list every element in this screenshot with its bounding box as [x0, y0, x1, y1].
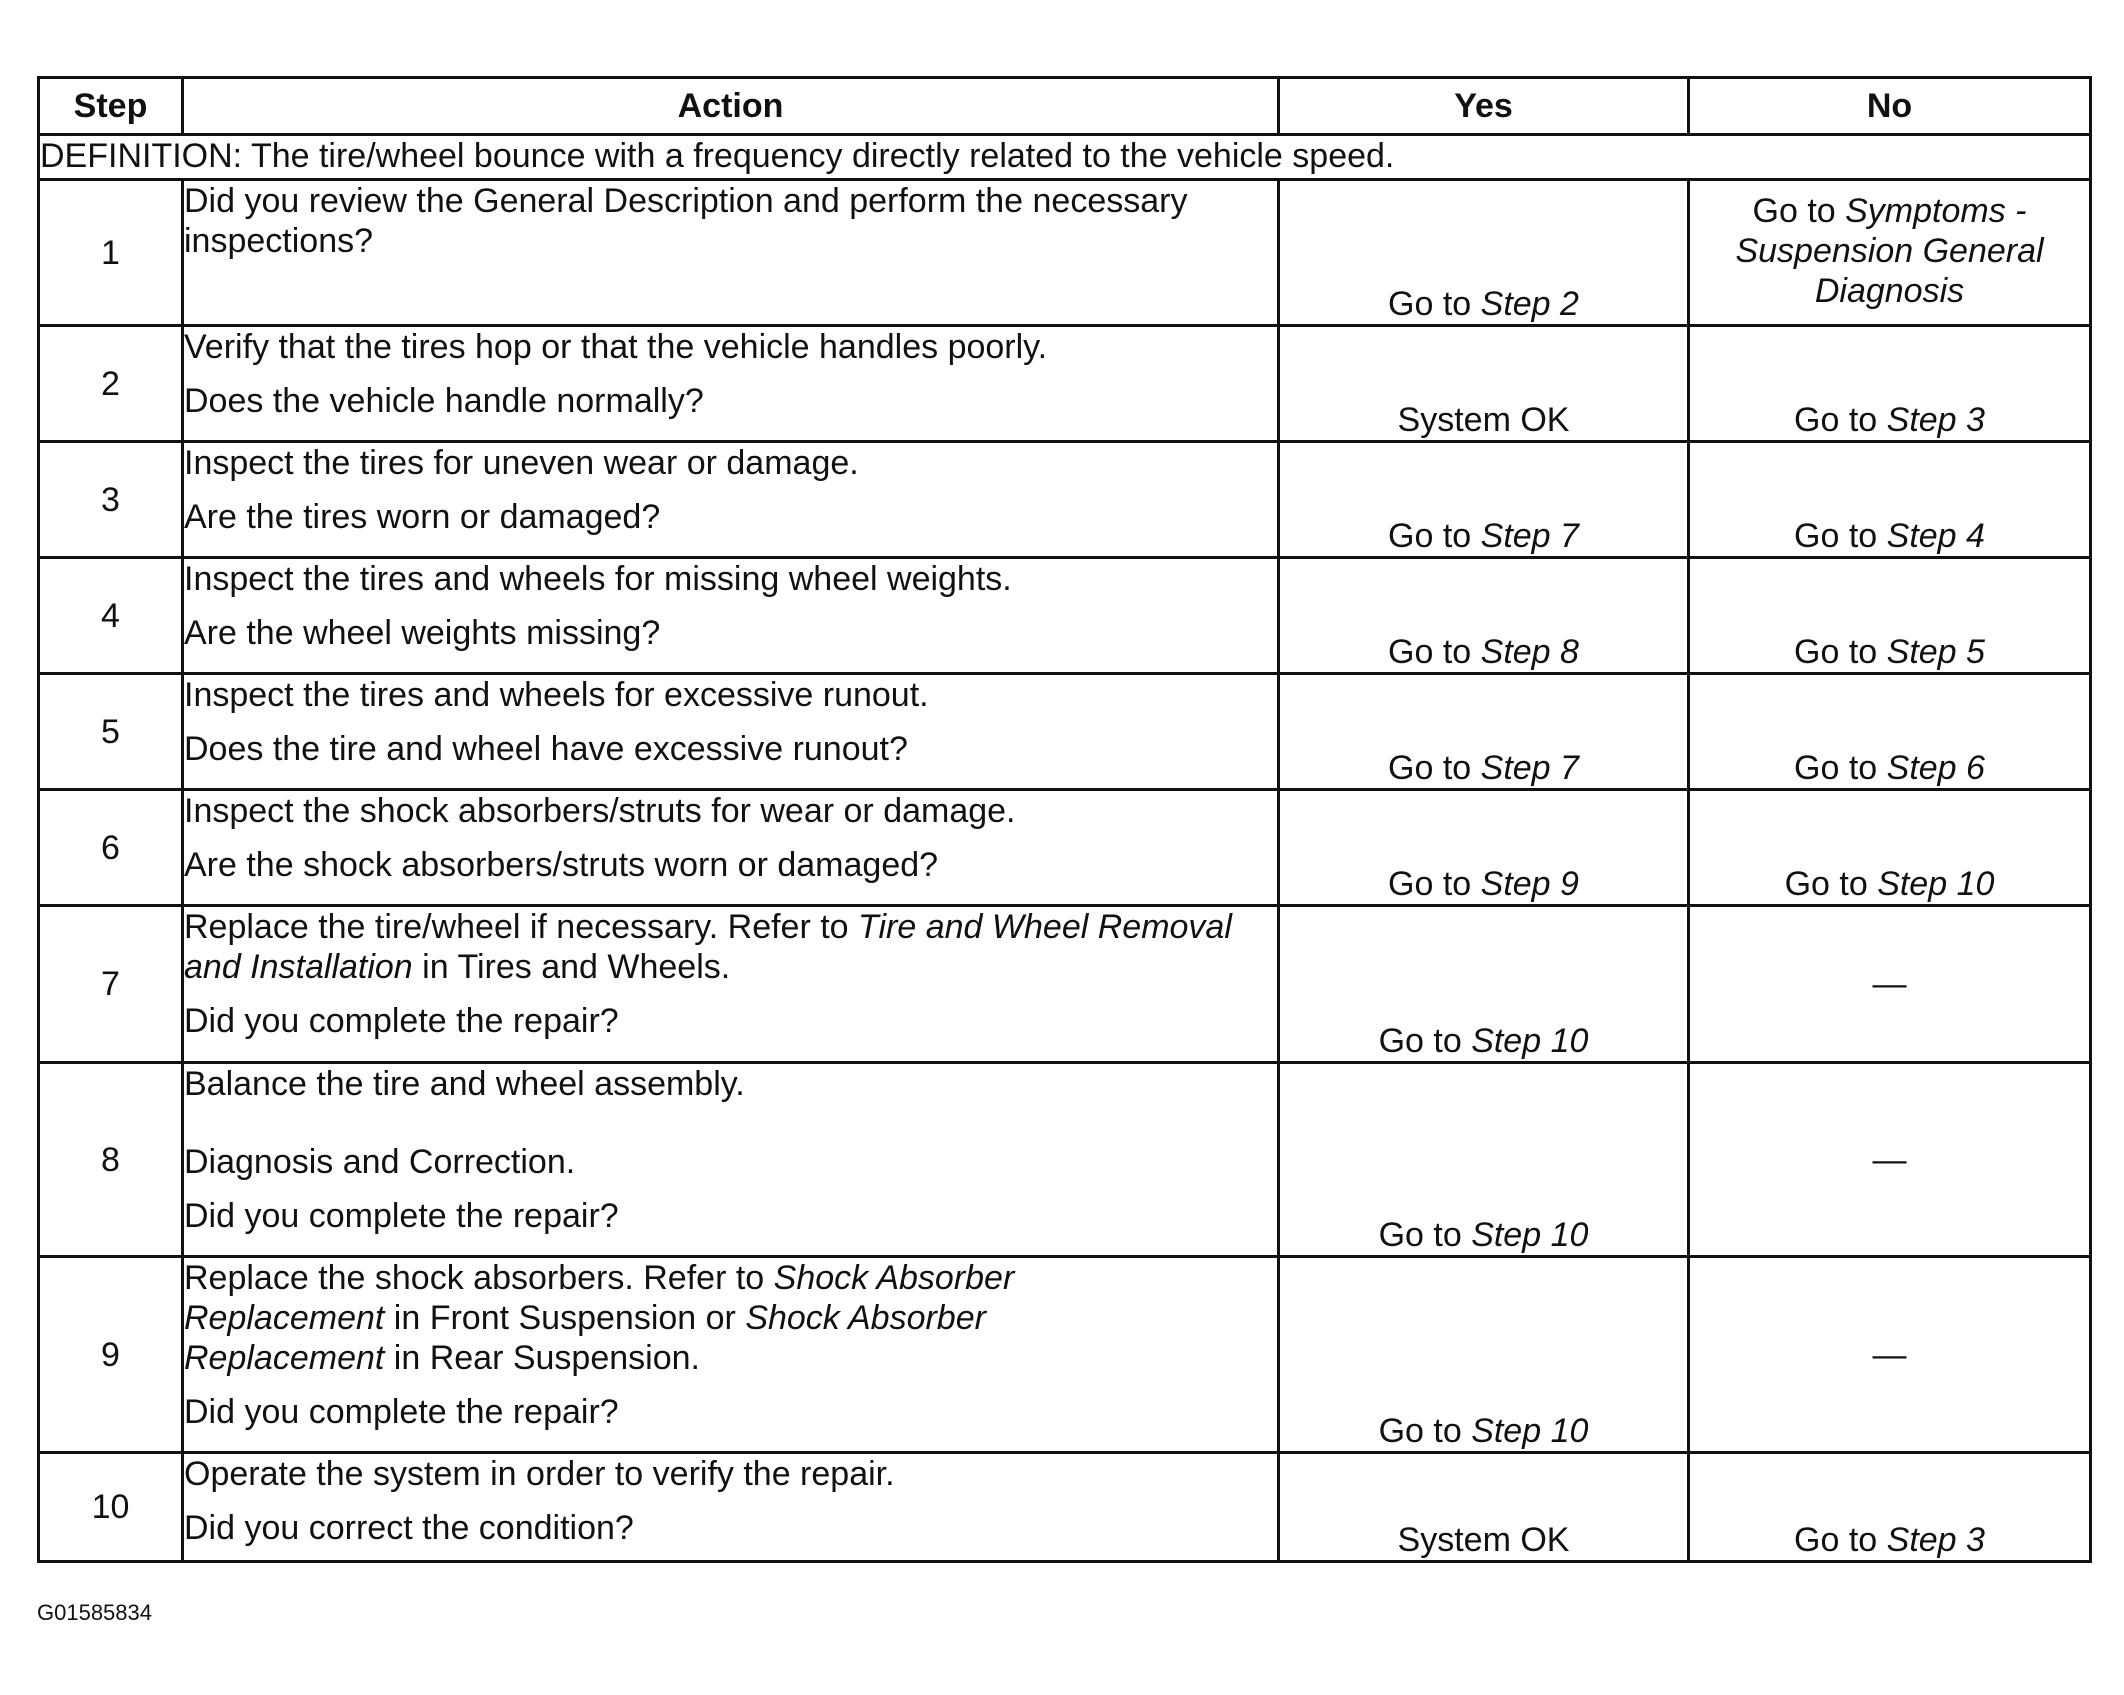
no-cell	[1689, 558, 2091, 674]
header-yes: Yes	[1279, 78, 1689, 135]
action-cell	[183, 1063, 1279, 1257]
yes-cell	[1279, 906, 1689, 1063]
action-text: Operate the system in order to verify the repair.	[184, 1455, 895, 1493]
action-cell	[183, 674, 1279, 790]
yes-prefix: Go to	[1378, 1216, 1472, 1254]
step-number: 10	[39, 1453, 183, 1562]
no-prefix: Go to	[1794, 633, 1887, 671]
action-question: Are the wheel weights missing?	[184, 614, 661, 652]
yes-cell: System OK	[1279, 326, 1689, 442]
step-number: 8	[39, 1063, 183, 1257]
action-ref-2: Shock Absorber Replacement	[184, 1299, 986, 1377]
step-number: 2	[39, 326, 183, 442]
action-text: Inspect the tires and wheels for excessive runout.	[184, 676, 929, 714]
action-cell	[183, 180, 1279, 326]
action-cell	[183, 1257, 1279, 1453]
no-step-ref: Step 6	[1886, 749, 1985, 787]
no-prefix: Go to	[1784, 865, 1878, 903]
table-row	[39, 674, 2091, 790]
yes-step-ref: Step 10	[1471, 1412, 1589, 1450]
action-ref: Tire and Wheel Removal and Installation	[184, 908, 1232, 986]
no-cell	[1689, 674, 2091, 790]
table-row	[39, 790, 2091, 906]
table-row	[39, 1257, 2091, 1453]
yes-step-ref: Step 7	[1480, 749, 1579, 787]
action-question: Did you complete the repair?	[184, 1002, 619, 1040]
table-row	[39, 906, 2091, 1063]
action-question: Did you complete the repair?	[184, 1393, 619, 1431]
table-row	[39, 442, 2091, 558]
no-cell	[1689, 790, 2091, 906]
action-text-2: Diagnosis and Correction.	[184, 1143, 576, 1181]
diagnostic-table	[37, 76, 2092, 1563]
yes-cell	[1279, 558, 1689, 674]
header-action: Action	[183, 78, 1279, 135]
action-text: Inspect the tires and wheels for missing wheel weights.	[184, 560, 1012, 598]
step-number: 5	[39, 674, 183, 790]
yes-prefix: Go to	[1378, 1022, 1472, 1060]
action-ref: Shock Absorber Replacement	[184, 1259, 1015, 1337]
action-cell	[183, 442, 1279, 558]
table-row	[39, 1063, 2091, 1257]
step-number: 4	[39, 558, 183, 674]
yes-prefix: Go to	[1388, 285, 1481, 323]
yes-step-ref: Step 8	[1480, 633, 1579, 671]
no-cell	[1689, 180, 2091, 326]
no-prefix: Go to	[1752, 192, 1846, 230]
action-question: Does the vehicle handle normally?	[184, 382, 704, 420]
action-cell	[183, 790, 1279, 906]
yes-step-ref: Step 10	[1471, 1022, 1589, 1060]
table-row	[39, 1453, 2091, 1562]
action-question: Are the shock absorbers/struts worn or damaged?	[184, 846, 939, 884]
table-row	[39, 558, 2091, 674]
action-text: Inspect the shock absorbers/struts for wear or damage.	[184, 792, 1016, 830]
yes-prefix: Go to	[1388, 749, 1481, 787]
action-cell	[183, 906, 1279, 1063]
header-step: Step	[39, 78, 183, 135]
action-text-c: in Rear Suspension.	[384, 1339, 700, 1377]
yes-prefix: Go to	[1388, 633, 1481, 671]
figure-id: G01585834	[37, 1600, 152, 1625]
yes-prefix: Go to	[1388, 865, 1481, 903]
yes-cell	[1279, 180, 1689, 326]
no-cell: —	[1689, 1257, 2091, 1453]
no-cell	[1689, 326, 2091, 442]
definition-row	[39, 135, 2091, 180]
no-step-ref: Step 3	[1886, 401, 1985, 439]
definition-text: DEFINITION: The tire/wheel bounce with a frequency directly related to the vehicle speed.	[39, 135, 2091, 180]
step-number: 7	[39, 906, 183, 1063]
step-number: 9	[39, 1257, 183, 1453]
action-question: Does the tire and wheel have excessive runout?	[184, 730, 908, 768]
no-step-ref: Symptoms - Suspension General Diagnosis	[1735, 192, 2044, 310]
action-spacer	[184, 1104, 1277, 1142]
action-question: Did you correct the condition?	[184, 1509, 634, 1547]
action-text-a: Replace the shock absorbers. Refer to	[184, 1259, 774, 1297]
action-text: Did you review the General Description and perform the necessary inspections?	[184, 182, 1188, 260]
action-text: Verify that the tires hop or that the vehicle handles poorly.	[184, 328, 1048, 366]
no-prefix: Go to	[1794, 749, 1887, 787]
no-prefix: Go to	[1794, 401, 1887, 439]
header-row	[39, 78, 2091, 135]
action-cell	[183, 558, 1279, 674]
no-step-ref: Step 10	[1877, 865, 1995, 903]
no-step-ref: Step 5	[1886, 633, 1985, 671]
yes-cell	[1279, 1063, 1689, 1257]
yes-cell: System OK	[1279, 1453, 1689, 1562]
yes-cell	[1279, 1257, 1689, 1453]
no-cell	[1689, 1453, 2091, 1562]
no-cell: —	[1689, 1063, 2091, 1257]
header-no: No	[1689, 78, 2091, 135]
action-text-b: in Front Suspension or	[384, 1299, 746, 1337]
yes-step-ref: Step 9	[1480, 865, 1579, 903]
yes-cell	[1279, 442, 1689, 558]
table-row	[39, 326, 2091, 442]
yes-step-ref: Step 2	[1480, 285, 1579, 323]
no-cell: —	[1689, 906, 2091, 1063]
yes-prefix: Go to	[1388, 517, 1481, 555]
action-cell	[183, 326, 1279, 442]
action-cell	[183, 1453, 1279, 1562]
step-number: 1	[39, 180, 183, 326]
yes-prefix: Go to	[1378, 1412, 1472, 1450]
action-text: Inspect the tires for uneven wear or damage.	[184, 444, 859, 482]
no-step-ref: Step 4	[1886, 517, 1985, 555]
action-question: Did you complete the repair?	[184, 1197, 619, 1235]
no-cell	[1689, 442, 2091, 558]
step-number: 6	[39, 790, 183, 906]
step-number: 3	[39, 442, 183, 558]
action-text-a: Replace the tire/wheel if necessary. Refer to	[184, 908, 859, 946]
action-question: Are the tires worn or damaged?	[184, 498, 661, 536]
yes-cell	[1279, 674, 1689, 790]
action-text	[184, 1258, 1084, 1378]
yes-cell	[1279, 790, 1689, 906]
action-text-b: in Tires and Wheels.	[412, 948, 731, 986]
yes-step-ref: Step 7	[1480, 517, 1579, 555]
table-row	[39, 180, 2091, 326]
no-step-ref: Step 3	[1886, 1521, 1985, 1559]
no-prefix: Go to	[1794, 517, 1887, 555]
no-prefix: Go to	[1794, 1521, 1887, 1559]
action-text	[184, 907, 1277, 987]
action-text: Balance the tire and wheel assembly.	[184, 1065, 745, 1103]
yes-step-ref: Step 10	[1471, 1216, 1589, 1254]
